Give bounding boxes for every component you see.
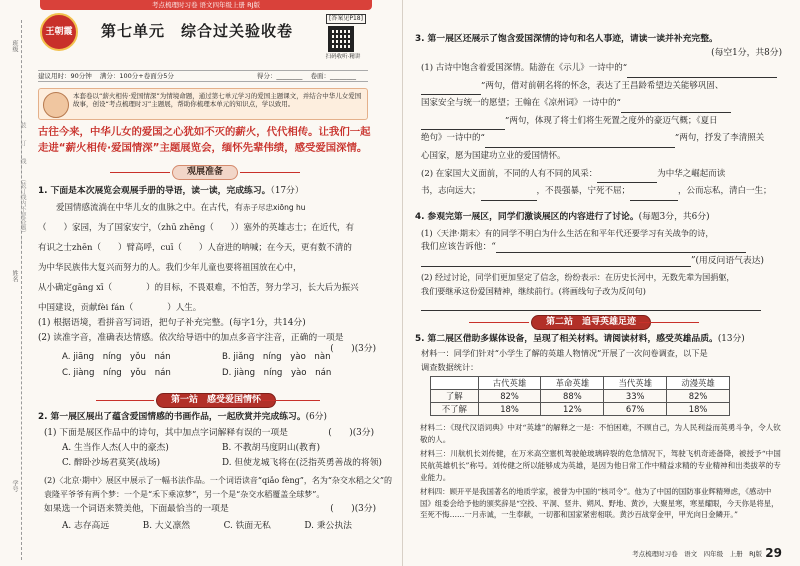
option-b[interactable]: B. 不教胡马度阴山(教育): [222, 443, 321, 453]
q3-body: (1) 古诗中饱含着爱国深情。陆游在《示儿》一诗中的“ ”两句，借对前朝名将的怀念，表达了王昌龄希望边关能够巩固、 国家安全与统一的愿望；王翰在《凉州词》一诗中的“ ”两句，体现了将士们将生死置之度外的豪迈气概；《夏日 绝句》一诗中的“ ”两句，抒发了李清照关 心国家，愿为国建功立业的爱国情怀。 (2) 在家国大义面前，不同的人有不同的风采： 为中华之崛起而读 书，志向远大； ，不畏强暴，宁死不屈； ，公而忘私，清白一生；: [421, 60, 787, 201]
q2-sub2: (2)〈北京·期中〉展区中展示了一幅书法作品。一个词语读音“qiǎo fèng”，名为“杂交水稻之父”的 袁隆平爷爷有两个梦：一个是“禾下乘凉梦”，另一个是“杂交水稻覆盖全球梦”。 如果选一个词语来赞美他，下面最恰当的一项是 ( )(3分): [44, 476, 393, 514]
answer-reference: [答案见P18]: [326, 14, 366, 24]
table-header-cell: [431, 377, 479, 390]
option-b[interactable]: B. jiǎng níng yào nàn: [222, 352, 331, 362]
q1-passage: 爱国情感流淌在中华儿女的血脉之中。在古代，有赤子尽忠xiōng hu （ ）家园，为了国家安宁，（zhū zhēng（ ））塞外的英雄志士；在近代，有 有识之士zhēn（ ）臂高呼，cuī（ ）人奋进的呐喊；在今天，更有数不清的 为中华民族伟大复兴而努力的人。我们少年儿童也要将祖国放在心中， 从小确定gāng xī（ ）的目标，不畏艰难，不怕苦，努力学习，长大后为振兴 中国建设，贡献fèi fán（ ）人生。: [38, 203, 359, 313]
q2-sub2-options: [62, 521, 364, 532]
page-title: 第七单元 综合过关验收卷: [100, 22, 293, 40]
option-a[interactable]: A. 生当作人杰(人中的豪杰): [62, 443, 169, 453]
q5-material2: 材料二：《现代汉语词典》中对“英雄”的解释之一是：不怕困难，不顾自己，为人民利益而英勇斗争，令人钦敬的人。: [420, 423, 781, 444]
option-c[interactable]: C. 醉卧沙场君莫笑(战场): [62, 457, 161, 468]
q5-material1: 材料一：同学们针对“小学生了解的英雄人物情况”开展了一次问卷调查，以下是: [421, 348, 708, 358]
q5-material4: 材料四：顾开平是我国著名的地质学家，被誉为中国的“核司令”。他为了中国的国防事业辉精殚虑，《感动中国》组委会给予他的颁奖辞是“空投、平洞、竖井、朔风、野地、黄沙，大聚星寒，寒星耀眼，今天你是将星，至死不悔……一月赤诚，一生奉献，一切都和国家紧密相联。黄沙百战穿金甲，甲光向日金鳞开。”: [420, 487, 779, 519]
table-cell: 不了解: [431, 403, 479, 416]
section-station2: 第二站 追寻英雄足迹: [531, 315, 651, 330]
qr-label: 扫码收听·精讲: [325, 54, 361, 60]
table-cell: 33%: [604, 390, 667, 403]
q4-sub1: (1)〈天津·期末〉有的同学不明白为什么生活在和平年代还要学习有关战争的诗，: [421, 228, 714, 238]
table-header-row: [431, 377, 730, 390]
table-cell: 了解: [431, 390, 479, 403]
intro-box: [38, 88, 368, 120]
q4-title: 4. 参观完第一展区，同学们激谈展区的内容进行了讨论。(每题3分，共6分): [415, 212, 710, 222]
q3-score: (每空1分，共8分): [711, 48, 782, 58]
top-banner: 考点梳理时习卷 语文四年级上册 RJ版: [40, 0, 372, 10]
rating-field[interactable]: 卷面：________: [310, 72, 356, 80]
q5-title: 5. 第二展区借助多媒体设备，呈现了相关材料。请阅读材料，感受英雄品质。(13分): [415, 334, 745, 344]
table-cell: 82%: [667, 390, 730, 403]
score-field[interactable]: 得分：________: [256, 72, 303, 80]
q4-sub1-answer-line2: ”(用反问语气表达): [421, 256, 787, 267]
page-number: 29: [765, 546, 782, 560]
q1-sub1: (1) 根据语境，看拼音写词语，把句子补充完整。(每字1分，共14分): [38, 318, 306, 328]
divider: [240, 172, 300, 173]
page-footer: 考点梳理时习卷 语文 四年级 上册 RJ版: [632, 549, 762, 558]
option-d[interactable]: D. 但使龙城飞将在(泛指英勇善战的将领): [222, 457, 382, 468]
survey-table: [430, 376, 730, 416]
table-row: [431, 390, 730, 403]
table-header-cell: 古代英雄: [478, 377, 541, 390]
q5-material3: 材料三：川航机长刘传健，在万米高空塞机驾驶舱玻璃碎裂的危急情况下，驾驶飞机奇迹备降，被授予“中国民航英雄机长”称号。刘传健之所以能够成为英雄，是因为他日常工作中精益求精的专业精神和出类拔萃的专业能力。: [420, 449, 781, 482]
binding-class-label: 班级: [11, 40, 18, 52]
table-header-cell: 动漫英雄: [667, 377, 730, 390]
q2-title: 2. 第一展区展出了蕴含爱国情感的书画作品，一起欣赏并完成练习。(6分): [38, 412, 327, 422]
option-c[interactable]: C. jiàng níng yǒu nán: [62, 367, 171, 378]
q4-sub2b: 我们要继承这份爱国精神，继续前行。(将画线句子改为反问句): [421, 286, 646, 296]
binding-id-label: 学号: [11, 480, 18, 492]
table-cell: 88%: [541, 390, 604, 403]
intro-text: 本套卷以“薪火相传·爱国情深”为情境命题，通过第七单元学习的爱国主题课文，并结合中华儿女爱国故事，创设“考点梳理时习”主题展，帮助你梳理本单元的知识点，学以致用。: [73, 92, 362, 109]
option-b[interactable]: B. 大义凛然: [142, 521, 191, 531]
divider: [469, 322, 529, 323]
table-header-cell: 革命英雄: [541, 377, 604, 390]
binding-margin: [0, 20, 26, 560]
lead-text: 古往今来，中华儿女的爱国之心犹如不灭的薪火，代代相传。让我们一起走进“薪火相传·爱国情深”主题展览会，缅怀先辈伟绩，感受爱国深情。: [38, 126, 371, 154]
time-limit: 建议用时：90分钟: [38, 72, 92, 80]
table-cell: 18%: [667, 403, 730, 416]
q2-sub1-options: [62, 443, 382, 469]
binding-name-label: 姓名: [11, 270, 18, 282]
q2-sub1: (1) 下面是展区作品中的诗句，其中加点字词解释有误的一项是 ( )(3分): [44, 428, 374, 438]
q1-sub2: (2) 读准字音，准确表达情感。依次给导语中的加点多音字注音，正确的一项是 ( )(3分): [38, 333, 376, 354]
divider: [639, 322, 699, 323]
section-station1: 第一站 感受爱国情怀: [156, 393, 276, 408]
table-cell: 18%: [478, 403, 541, 416]
option-d[interactable]: D. 秉公执法: [304, 521, 352, 531]
option-a[interactable]: A. 志存高远: [62, 521, 110, 531]
q1-options: [62, 352, 382, 378]
option-d[interactable]: D. jiàng níng yào nán: [222, 367, 332, 378]
q4-sub2-answer[interactable]: [421, 300, 787, 311]
divider: [96, 400, 154, 401]
section-prep: 观展准备: [172, 165, 238, 180]
qr-code-icon[interactable]: [328, 26, 354, 52]
table-header-cell: 当代英雄: [604, 377, 667, 390]
table-cell: 67%: [604, 403, 667, 416]
q4-sub1-answer: 我们应该告诉他：“: [421, 242, 791, 253]
brand-logo: 王朝霞: [40, 13, 78, 51]
divider: [262, 400, 320, 401]
q4-sub2: (2) 经过讨论，同学们更加坚定了信念，纷纷表示：在历史长河中，无数先辈为国捐躯，: [421, 272, 735, 282]
option-a[interactable]: A. jiāng níng yǒu nán: [62, 352, 171, 362]
table-row: [431, 403, 730, 416]
exam-meta: [38, 70, 368, 82]
option-c[interactable]: C. 铁面无私: [223, 521, 271, 531]
q3-title: 3. 第一展区还展示了饱含爱国深情的诗句和名人事迹，请读一读并补充完整。: [415, 34, 718, 44]
divider: [110, 172, 170, 173]
teacher-avatar-icon: [43, 92, 69, 118]
table-cell: 12%: [541, 403, 604, 416]
full-score: 满分：100分+卷面分5分: [99, 72, 174, 80]
binding-note: ……装……订……线……（装订线内不要答题）……: [19, 110, 26, 248]
q1-title: 1. 下面是本次展览会观展手册的导语，读一读，完成练习。（17分）: [38, 186, 304, 196]
table-cell: 82%: [478, 390, 541, 403]
q5-material1b: 调查数据统计：: [421, 362, 479, 372]
